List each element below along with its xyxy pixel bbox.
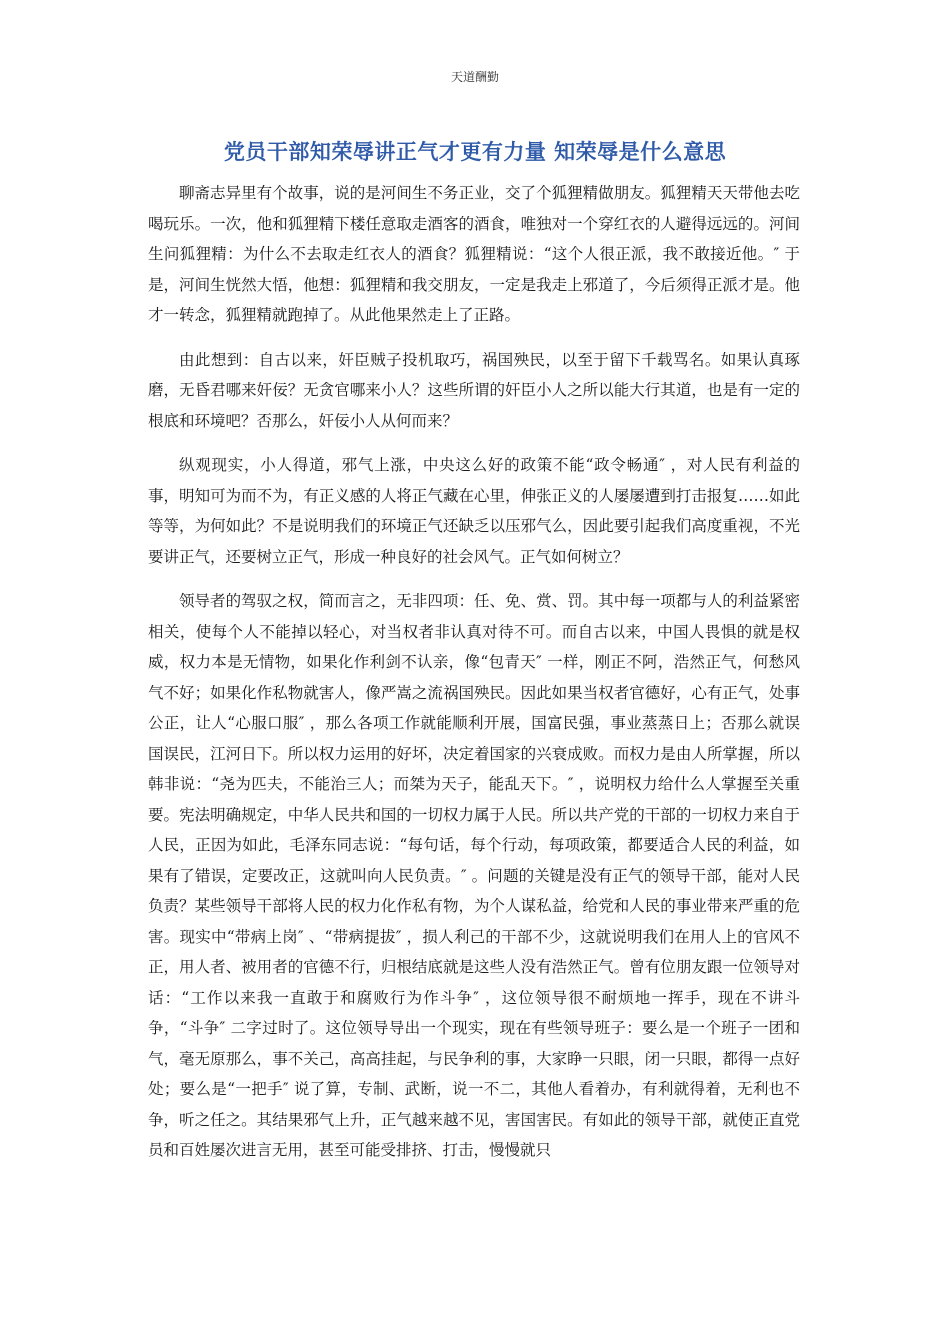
page-header: 天道酬勤 xyxy=(450,70,499,84)
paragraph: 纵观现实，小人得道，邪气上涨，中央这么好的政策不能“政令畅通″ ，对人民有利益的事，明知可为而不为，有正义感的人将正气藏在心里，伸张正义的人屡屡遭到打击报复……如此等等，为何如此？不是说明我们的环境正气还缺乏以压邪气么，因此要引起我们高度重视，不光要讲正气，还要树立正气，形成一种良好的社会风气。正气如何树立？ xyxy=(148,456,800,566)
paragraph: 聊斋志异里有个故事，说的是河间生不务正业，交了个狐狸精做朋友。狐狸精天天带他去吃喝玩乐。一次，他和狐狸精下楼任意取走酒客的酒食，唯独对一个穿红衣的人避得远远的。河间生问狐狸精：为什么不去取走红衣人的酒食？狐狸精说：“这个人很正派，我不敢接近他。″ 于是，河间生恍然大悟，他想：狐狸精和我交朋友，一定是我走上邪道了，今后须得正派才是。他才一转念，狐狸精就跑掉了。从此他果然走上了正路。 xyxy=(148,184,800,324)
document-title: 党员干部知荣辱讲正气才更有力量 知荣辱是什么意思 xyxy=(223,140,727,164)
document-body xyxy=(148,178,800,1180)
paragraph: 由此想到：自古以来，奸臣贼子投机取巧，祸国殃民，以至于留下千载骂名。如果认真琢磨，无昏君哪来奸佞？无贪官哪来小人？这些所谓的奸臣小人之所以能大行其道，也是有一定的根底和环境吧？否那么，奸佞小人从何而来？ xyxy=(148,350,800,430)
paragraph: 领导者的驾驭之权，简而言之，无非四项：任、免、赏、罚。其中每一项都与人的利益紧密相关，使每个人不能掉以轻心，对当权者非认真对待不可。而自古以来，中国人畏惧的就是权威，权力本是无情物，如果化作利剑不认亲，像“包青天″ 一样，刚正不阿，浩然正气，何愁风气不好；如果化作私物就害人，像严嵩之流祸国殃民。因此如果当权者官德好，心有正气，处事公正，让人“心服口服″ ，那么各项工作就能顺利开展，国富民强，事业蒸蒸日上；否那么就误国误民，江河日下。所以权力运用的好坏，决定着国家的兴衰成败。而权力是由人所掌握，所以韩非说：“尧为匹夫，不能治三人；而桀为天子，能乱天下。″ ，说明权力给什么人掌握至关重要。宪法明确规定，中华人民共和国的一切权力属于人民。所以共产党的干部的一切权力来自于人民，正因为如此，毛泽东同志说：“每句话，每个行动，每项政策，都要适合人民的利益，如果有了错误，定要改正，这就叫向人民负责。″ 。问题的关键是没有正气的领导干部，能对人民负责？某些领导干部将人民的权力化作私有物，为个人谋私益，给党和人民的事业带来严重的危害。现实中“带病上岗″ 、“带病提拔″ ，损人利己的干部不少，这就说明我们在用人上的官风不正，用人者、被用者的官德不行，归根结底就是这些人没有浩然正气。曾有位朋友跟一位领导对话：“工作以来我一直敢于和腐败行为作斗争″ ，这位领导很不耐烦地一挥手，现在不讲斗争，“斗争″ 二字过时了。这位领导导出一个现实，现在有些领导班子：要么是一个班子一团和气，毫无原那么，事不关己，高高挂起，与民争利的事，大家睁一只眼，闭一只眼，都得一点好处；要么是“一把手″ 说了算，专制、武断，说一不二，其他人看着办，有利就得着，无利也不争，听之任之。其结果邪气上升，正气越来越不见，害国害民。有如此的领导干部，就使正直党员和百姓屡次进言无用，甚至可能受排挤、打击，慢慢就只 xyxy=(148,592,800,1159)
